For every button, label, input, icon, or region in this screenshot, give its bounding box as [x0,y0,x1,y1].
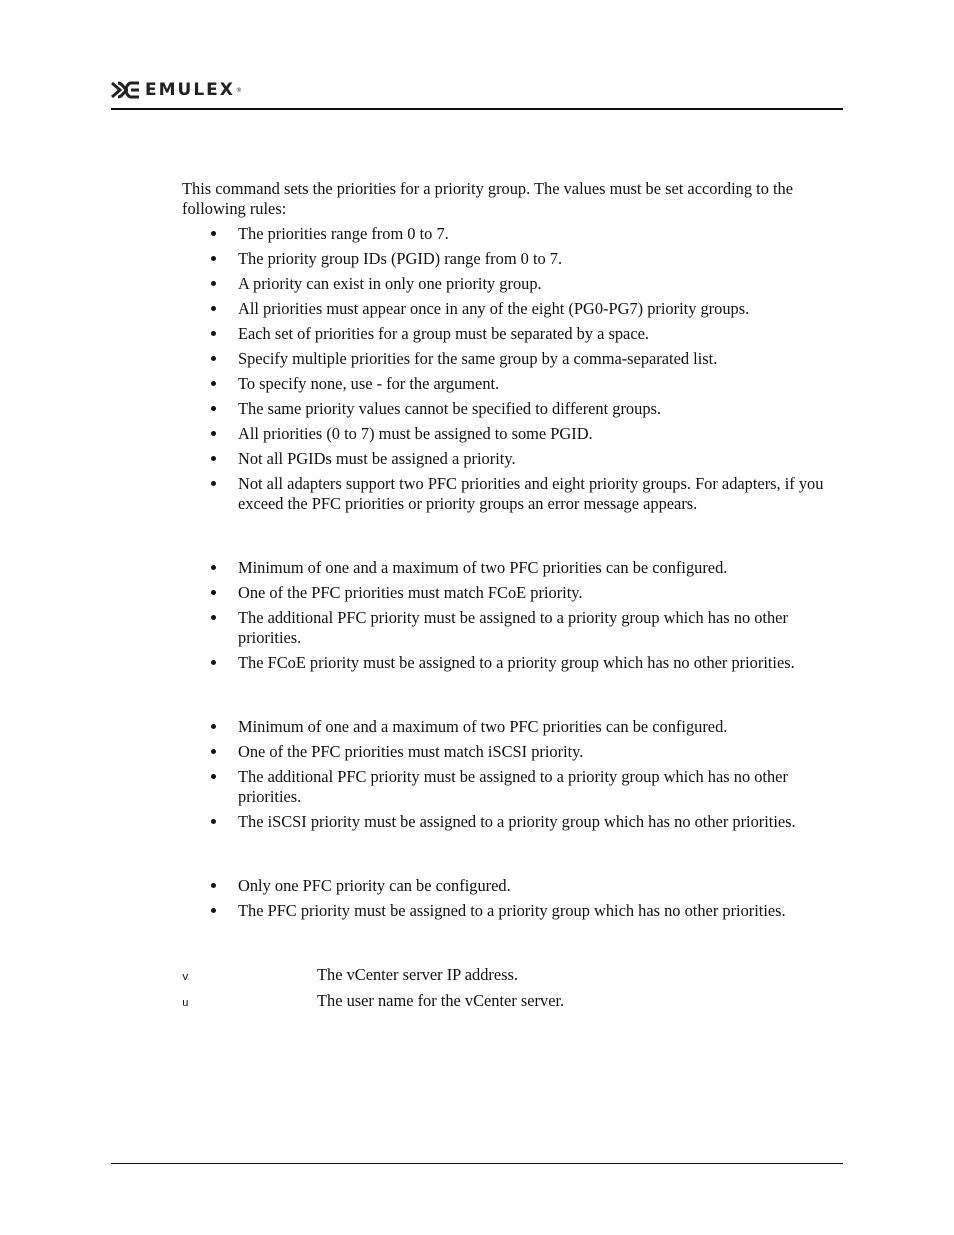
bullet-icon [211,481,216,486]
page-header [111,80,242,100]
iscsi-rules-list [182,717,844,832]
list-item: Not all PGIDs must be assigned a priority. [182,449,844,469]
list-item: The priorities range from 0 to 7. [182,224,844,244]
nic-rules-list [182,876,844,921]
footer-divider [111,1163,843,1164]
trademark-symbol: ® [235,86,242,94]
header-divider [111,108,843,110]
list-item: A priority can exist in only one priority group. [182,274,844,294]
parameter-table [182,965,844,1017]
list-item: The additional PFC priority must be assigned to a priority group which has no other priorities. [182,608,844,648]
list-item: One of the PFC priorities must match iSCSI priority. [182,742,844,762]
bullet-icon [211,306,216,311]
list-item: Not all adapters support two PFC priorities and eight priority groups. For adapters, if you exceed the PFC priorities or priority groups an error message appears. [182,474,844,514]
bullet-icon [211,281,216,286]
emulex-logo-icon [111,81,141,99]
rules-list [182,224,844,514]
bullet-icon [211,456,216,461]
list-item: One of the PFC priorities must match FCoE priority. [182,583,844,603]
bullet-icon [211,819,216,824]
bullet-icon [211,660,216,665]
list-item: The same priority values cannot be specified to different groups. [182,399,844,419]
bullet-icon [211,774,216,779]
table-row [182,965,844,991]
bullet-icon [211,724,216,729]
parameter-name: v [182,972,189,984]
bullet-icon [211,356,216,361]
list-item: All priorities (0 to 7) must be assigned to some PGID. [182,424,844,444]
bullet-icon [211,565,216,570]
list-item: All priorities must appear once in any of the eight (PG0-PG7) priority groups. [182,299,844,319]
brand-name: EMULEX [145,80,235,100]
bullet-icon [211,615,216,620]
list-item: Only one PFC priority can be configured. [182,876,844,896]
list-item: Minimum of one and a maximum of two PFC priorities can be configured. [182,558,844,578]
bullet-icon [211,381,216,386]
list-item: Each set of priorities for a group must be separated by a space. [182,324,844,344]
bullet-icon [211,431,216,436]
bullet-icon [211,883,216,888]
bullet-icon [211,749,216,754]
parameter-name: u [182,998,189,1010]
bullet-icon [211,331,216,336]
list-item: The priority group IDs (PGID) range from 0 to 7. [182,249,844,269]
page-content [182,179,844,1017]
fcoe-rules-list [182,558,844,673]
bullet-icon [211,590,216,595]
list-item: Specify multiple priorities for the same group by a comma-separated list. [182,349,844,369]
list-item: The additional PFC priority must be assigned to a priority group which has no other priorities. [182,767,844,807]
bullet-icon [211,908,216,913]
table-row [182,991,844,1017]
list-item: To specify none, use - for the argument. [182,374,844,394]
bullet-icon [211,406,216,411]
intro-paragraph: This command sets the priorities for a priority group. The values must be set according to the following rules: [182,179,794,218]
list-item: The iSCSI priority must be assigned to a priority group which has no other priorities. [182,812,844,832]
list-item: The FCoE priority must be assigned to a priority group which has no other priorities. [182,653,844,673]
bullet-icon [211,256,216,261]
list-item: Minimum of one and a maximum of two PFC priorities can be configured. [182,717,844,737]
parameter-description: The user name for the vCenter server. [317,991,565,1010]
list-item: The PFC priority must be assigned to a priority group which has no other priorities. [182,901,844,921]
bullet-icon [211,231,216,236]
parameter-description: The vCenter server IP address. [317,965,519,984]
